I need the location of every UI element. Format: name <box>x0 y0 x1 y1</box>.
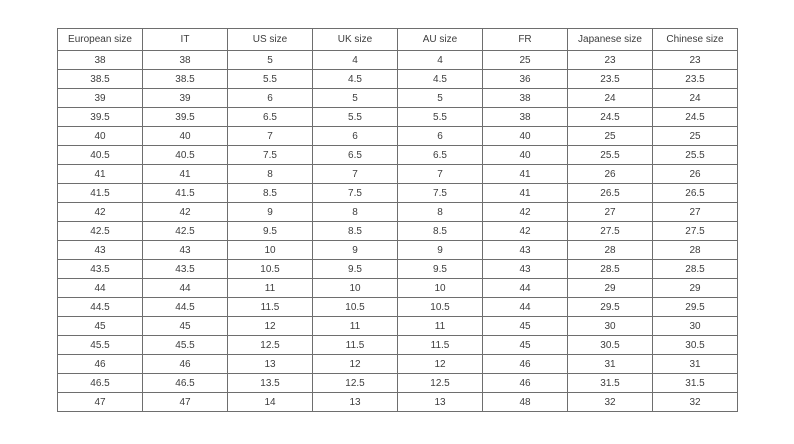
table-cell: 10.5 <box>398 298 483 317</box>
table-cell: 12.5 <box>313 374 398 393</box>
table-cell: 11 <box>228 279 313 298</box>
table-cell: 7 <box>313 165 398 184</box>
column-header: IT <box>143 29 228 51</box>
table-cell: 23 <box>568 51 653 70</box>
table-cell: 7 <box>398 165 483 184</box>
table-cell: 42.5 <box>143 222 228 241</box>
table-cell: 41 <box>483 184 568 203</box>
table-cell: 46 <box>483 355 568 374</box>
table-cell: 46 <box>143 355 228 374</box>
column-header: AU size <box>398 29 483 51</box>
table-cell: 12.5 <box>228 336 313 355</box>
table-cell: 5.5 <box>228 70 313 89</box>
table-cell: 13.5 <box>228 374 313 393</box>
table-cell: 7.5 <box>398 184 483 203</box>
table-cell: 13 <box>228 355 313 374</box>
table-cell: 5 <box>398 89 483 108</box>
table-row <box>58 165 738 184</box>
table-cell: 30 <box>653 317 738 336</box>
table-cell: 10 <box>228 241 313 260</box>
table-cell: 42.5 <box>58 222 143 241</box>
table-cell: 4.5 <box>313 70 398 89</box>
table-cell: 8.5 <box>228 184 313 203</box>
column-header: Chinese size <box>653 29 738 51</box>
table-cell: 31.5 <box>653 374 738 393</box>
table-cell: 6 <box>228 89 313 108</box>
table-cell: 7.5 <box>313 184 398 203</box>
table-cell: 43.5 <box>143 260 228 279</box>
table-cell: 44 <box>143 279 228 298</box>
table-row <box>58 298 738 317</box>
table-cell: 7 <box>228 127 313 146</box>
table-cell: 46 <box>483 374 568 393</box>
table-cell: 6 <box>398 127 483 146</box>
table-cell: 45 <box>143 317 228 336</box>
table-cell: 24 <box>653 89 738 108</box>
table-cell: 24 <box>568 89 653 108</box>
table-row <box>58 222 738 241</box>
table-cell: 39 <box>143 89 228 108</box>
table-cell: 14 <box>228 393 313 412</box>
table-cell: 45 <box>483 336 568 355</box>
table-cell: 43 <box>58 241 143 260</box>
table-cell: 10.5 <box>313 298 398 317</box>
table-cell: 11 <box>313 317 398 336</box>
table-cell: 4.5 <box>398 70 483 89</box>
table-cell: 9 <box>228 203 313 222</box>
table-row <box>58 374 738 393</box>
table-cell: 12 <box>313 355 398 374</box>
table-cell: 10 <box>313 279 398 298</box>
table-row <box>58 336 738 355</box>
table-cell: 40 <box>483 146 568 165</box>
column-header: European size <box>58 29 143 51</box>
table-cell: 9 <box>313 241 398 260</box>
table-cell: 6.5 <box>398 146 483 165</box>
table-cell: 39.5 <box>143 108 228 127</box>
table-cell: 27.5 <box>568 222 653 241</box>
table-cell: 11.5 <box>398 336 483 355</box>
table-cell: 9.5 <box>313 260 398 279</box>
table-cell: 40 <box>483 127 568 146</box>
table-cell: 41 <box>58 165 143 184</box>
table-row <box>58 184 738 203</box>
table-row <box>58 108 738 127</box>
table-cell: 25.5 <box>653 146 738 165</box>
column-header: FR <box>483 29 568 51</box>
column-header: Japanese size <box>568 29 653 51</box>
table-cell: 43 <box>483 241 568 260</box>
table-cell: 11 <box>398 317 483 336</box>
table-cell: 46 <box>58 355 143 374</box>
table-cell: 41.5 <box>143 184 228 203</box>
column-header: UK size <box>313 29 398 51</box>
table-cell: 6.5 <box>313 146 398 165</box>
column-header: US size <box>228 29 313 51</box>
table-cell: 29 <box>653 279 738 298</box>
table-cell: 8.5 <box>313 222 398 241</box>
table-cell: 31 <box>568 355 653 374</box>
table-cell: 28 <box>568 241 653 260</box>
table-cell: 38 <box>58 51 143 70</box>
table-cell: 6 <box>313 127 398 146</box>
table-cell: 26.5 <box>568 184 653 203</box>
table-cell: 26 <box>653 165 738 184</box>
table-cell: 5.5 <box>398 108 483 127</box>
table-cell: 44.5 <box>58 298 143 317</box>
table-cell: 10.5 <box>228 260 313 279</box>
table-row <box>58 279 738 298</box>
table-cell: 41 <box>143 165 228 184</box>
table-cell: 38.5 <box>58 70 143 89</box>
table-cell: 42 <box>143 203 228 222</box>
table-row <box>58 241 738 260</box>
table-cell: 27 <box>568 203 653 222</box>
table-cell: 45 <box>483 317 568 336</box>
table-cell: 48 <box>483 393 568 412</box>
table-cell: 43 <box>143 241 228 260</box>
table-cell: 27.5 <box>653 222 738 241</box>
table-cell: 13 <box>398 393 483 412</box>
table-cell: 9.5 <box>228 222 313 241</box>
table-cell: 26.5 <box>653 184 738 203</box>
table-row <box>58 317 738 336</box>
table-cell: 45.5 <box>143 336 228 355</box>
table-cell: 32 <box>653 393 738 412</box>
table-row <box>58 146 738 165</box>
table-cell: 11.5 <box>228 298 313 317</box>
table-cell: 23 <box>653 51 738 70</box>
table-cell: 44 <box>483 279 568 298</box>
table-cell: 39 <box>58 89 143 108</box>
table-cell: 42 <box>483 222 568 241</box>
table-row <box>58 355 738 374</box>
table-cell: 12 <box>398 355 483 374</box>
table-cell: 7.5 <box>228 146 313 165</box>
table-cell: 36 <box>483 70 568 89</box>
table-cell: 28.5 <box>653 260 738 279</box>
table-cell: 45 <box>58 317 143 336</box>
table-cell: 44.5 <box>143 298 228 317</box>
table-cell: 28 <box>653 241 738 260</box>
table-cell: 43.5 <box>58 260 143 279</box>
table-cell: 44 <box>483 298 568 317</box>
table-row <box>58 260 738 279</box>
table-cell: 30.5 <box>568 336 653 355</box>
table-cell: 12.5 <box>398 374 483 393</box>
table-row <box>58 393 738 412</box>
table-cell: 13 <box>313 393 398 412</box>
table-cell: 30 <box>568 317 653 336</box>
table-cell: 38 <box>483 89 568 108</box>
table-cell: 8.5 <box>398 222 483 241</box>
table-cell: 6.5 <box>228 108 313 127</box>
table-cell: 39.5 <box>58 108 143 127</box>
table-cell: 46.5 <box>143 374 228 393</box>
table-cell: 29 <box>568 279 653 298</box>
table-cell: 23.5 <box>568 70 653 89</box>
table-row <box>58 203 738 222</box>
table-cell: 5.5 <box>313 108 398 127</box>
table-cell: 5 <box>313 89 398 108</box>
table-cell: 47 <box>143 393 228 412</box>
table-cell: 30.5 <box>653 336 738 355</box>
table-cell: 40 <box>143 127 228 146</box>
table-cell: 10 <box>398 279 483 298</box>
table-cell: 5 <box>228 51 313 70</box>
table-cell: 9.5 <box>398 260 483 279</box>
table-cell: 8 <box>228 165 313 184</box>
table-cell: 40 <box>58 127 143 146</box>
table-cell: 23.5 <box>653 70 738 89</box>
table-cell: 47 <box>58 393 143 412</box>
table-cell: 24.5 <box>568 108 653 127</box>
table-cell: 4 <box>398 51 483 70</box>
shoe-size-conversion-table <box>57 28 738 412</box>
table-cell: 38 <box>483 108 568 127</box>
table-cell: 24.5 <box>653 108 738 127</box>
table-cell: 32 <box>568 393 653 412</box>
table-cell: 43 <box>483 260 568 279</box>
table-cell: 9 <box>398 241 483 260</box>
table-body <box>58 51 738 412</box>
table-cell: 26 <box>568 165 653 184</box>
table-cell: 38.5 <box>143 70 228 89</box>
table-cell: 44 <box>58 279 143 298</box>
table-cell: 25.5 <box>568 146 653 165</box>
table-cell: 25 <box>568 127 653 146</box>
table-row <box>58 89 738 108</box>
table-cell: 28.5 <box>568 260 653 279</box>
table-cell: 31 <box>653 355 738 374</box>
table-cell: 40.5 <box>143 146 228 165</box>
table-cell: 41 <box>483 165 568 184</box>
table-header <box>58 29 738 51</box>
table-cell: 4 <box>313 51 398 70</box>
table-row <box>58 127 738 146</box>
table-cell: 29.5 <box>653 298 738 317</box>
table-cell: 42 <box>483 203 568 222</box>
table-cell: 46.5 <box>58 374 143 393</box>
table-cell: 38 <box>143 51 228 70</box>
table-cell: 31.5 <box>568 374 653 393</box>
table-cell: 42 <box>58 203 143 222</box>
table-cell: 40.5 <box>58 146 143 165</box>
table-cell: 8 <box>398 203 483 222</box>
table-row <box>58 70 738 89</box>
table-cell: 25 <box>483 51 568 70</box>
table-cell: 29.5 <box>568 298 653 317</box>
table-cell: 41.5 <box>58 184 143 203</box>
table-cell: 45.5 <box>58 336 143 355</box>
table-header-row <box>58 29 738 51</box>
table-cell: 12 <box>228 317 313 336</box>
table-cell: 8 <box>313 203 398 222</box>
table-row <box>58 51 738 70</box>
table-cell: 27 <box>653 203 738 222</box>
table-cell: 25 <box>653 127 738 146</box>
table-cell: 11.5 <box>313 336 398 355</box>
